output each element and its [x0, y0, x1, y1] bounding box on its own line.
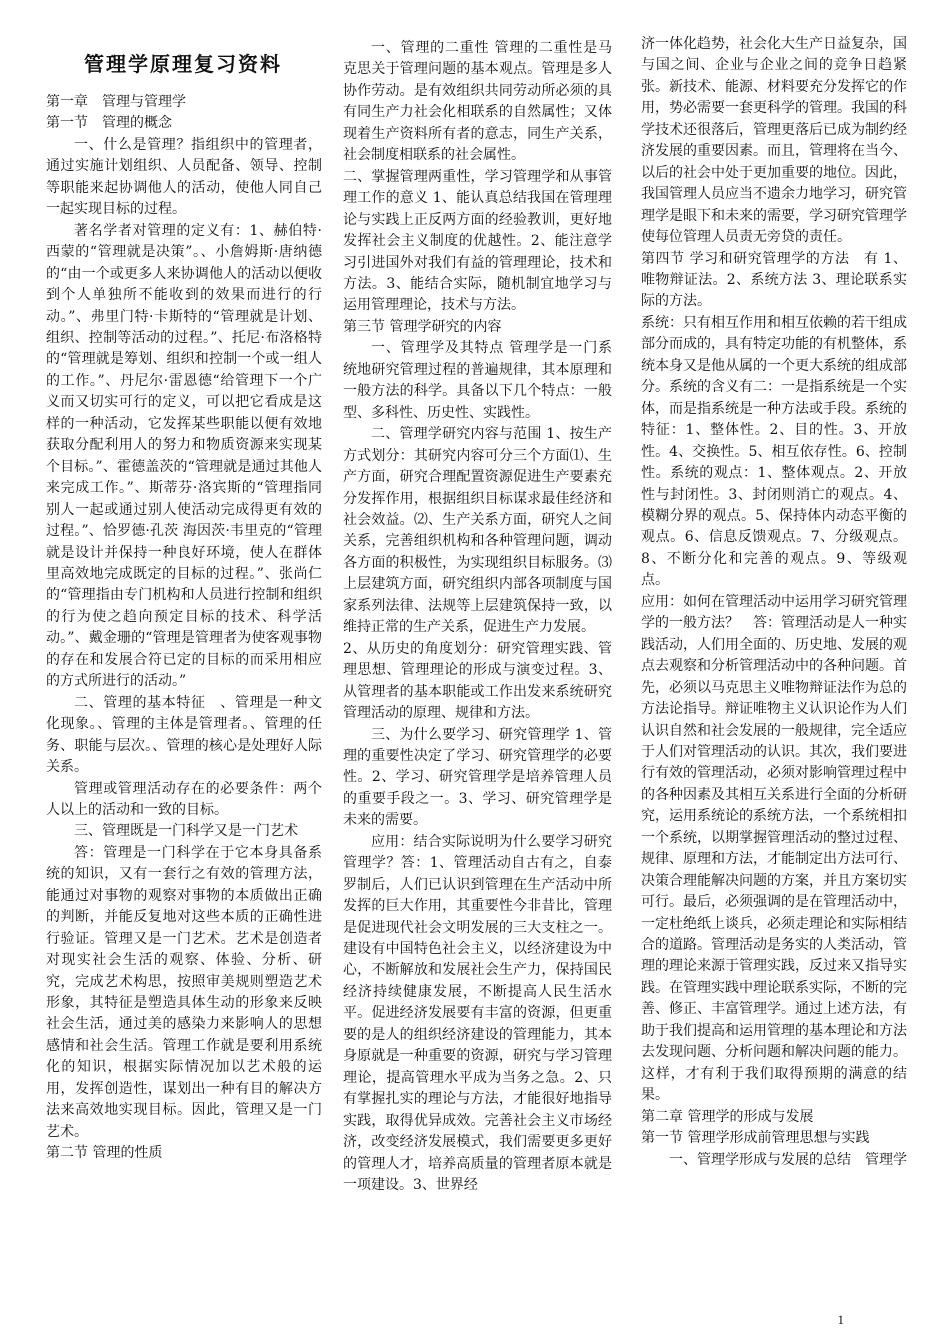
page-number: 1: [837, 1312, 844, 1327]
paragraph: 第四节 学习和研究管理学的方法 有 1、唯物辩证法。2、系统方法 3、理论联系实际的方法。: [641, 250, 907, 310]
document-title: 管理学原理复习资料: [84, 52, 282, 76]
paragraph: 第二章 管理学的形成与发展: [641, 1108, 814, 1125]
paragraph: 三、为什么要学习、研究管理学 1、管理的重要性决定了学习、研究管理学的必要性。2、学习、研究管理学是培养管理人员的重要手段之一。3、学习、研究管理学是未来的需要。: [343, 726, 612, 829]
paragraph: 二、管理的基本特征 、管理是一种文化现象。、管理的主体是管理者。、管理的任务、职能与层次。、管理的核心是处理好人际关系。: [46, 694, 322, 776]
paragraph: 济一体化趋势，社会化大生产日益复杂，国与国之间、企业与企业之间的竞争日趋紧张。新技术、能源、材料要充分发挥它的作用，势必需要一套更科学的管理。我国的科学技术还很落后，管理更落后已成为制约经济发展的重要因素。而且，管理将在当今、以后的社会中处于更加重要的地位。因此，我国管理人员应当不遗余力地学习，研究管理学是眼下和未来的需要，学习研究管理学使每位管理人员责无旁贷的责任。: [641, 36, 907, 246]
paragraph: 第一章 管理与管理学: [46, 94, 186, 110]
column-right: [641, 34, 907, 1171]
paragraph: 著名学者对管理的定义有：1、赫伯特·西蒙的“管理就是决策”。、小詹姆斯·唐纳德的“由一个或更多人来协调他人的活动以便收到个人单独所不能收到的效果而进行的行动。”、弗里门特·卡斯特的“管理就是计划、组织、控制等活动的过程。”、托尼·布洛格特的“管理就是筹划、组织和控制一个或一组人的工作。”、丹尼尔·雷恩德“给管理下一个广义而又切实可行的定义，可以把它看成是这样的一种活动，它发挥某些职能以便有效地获取分配利用人的努力和物质资源来实现某个目标。”、霍德盖茨的“管理就是通过其他人来完成工作。”、斯蒂芬·洛宾斯的“管理指同别人一起或通过别人使活动完成得更有效的过程。”、恰罗德·孔茨 海因茨·韦里克的“管理就是设计并保持一种良好环境，使人在群体里高效地完成既定的目标的过程。”、张尚仁的“管理指由专门机构和人员进行控制和组织的行为使之趋向预定目标的技术、科学活动。”、戴金珊的“管理是管理者为使客观事物的存在和发展合符已定的目标的而采用相应的方式所进行的活动。”: [46, 222, 322, 690]
paragraph: 三、管理既是一门科学又是一门艺术: [74, 823, 298, 840]
left-column-paragraphs: [46, 92, 322, 1165]
paragraph: 二、掌握管理两重性，学习管理学和从事管理工作的意义 1、能认真总结我国在管理理论与实践上正反两方面的经验教训，更好地发挥社会主义制度的优越性。2、能注意学习引进国外对我们有益的管理理论，技术和方法。3、能结合实际，随机制宜地学习与运用管理理论，技术与方法。: [343, 168, 612, 314]
middle-column-paragraphs: [343, 38, 612, 1196]
paragraph: 一、什么是管理？指组织中的管理者，通过实施计划组织、人员配备、领导、控制等职能来起协调他人的活动，使他人同自己一起实现目标的过程。: [46, 136, 322, 218]
column-left: [46, 40, 322, 1165]
paragraph: 2、从历史的角度划分：研究管理实践、管理思想、管理理论的形成与演变过程。3、从管理者的基本职能或工作出发来系统研究管理活动的原理、规律和方法。: [343, 640, 612, 722]
paragraph: 第二节 管理的性质: [46, 1145, 163, 1162]
paragraph: 答：管理是一门科学在于它本身具备系统的知识，又有一套行之有效的管理方法，能通过对事物的观察对事物的本质做出正确的判断，并能反复地对这些本质的正确性进行验证。管理又是一门艺术。艺术是创造者对现实社会生活的观察、体验、分析、研究，完成艺术构思，按照审美规则塑造艺术形象，其特征是塑造具体生动的形象来反映社会生活，通过美的感染力来影响人的思想感情和社会生活。管理工作就是要利用系统化的知识，根据实际情况加以艺术般的运用，发挥创造性，谋划出一种有目的解决方法来高效地实现目标。因此，管理又是一门艺术。: [46, 844, 322, 1140]
paragraph: 第一节 管理的概念: [46, 115, 172, 132]
paragraph: 管理或管理活动存在的必要条件：两个人以上的活动和一致的目标。: [46, 780, 322, 818]
right-column-paragraphs: [641, 34, 907, 1171]
paragraph: 应用：如何在管理活动中运用学习研究管理学的一般方法？ 答：管理活动是人一种实践活动，人们用全面的、历史地、发展的观点去观察和分析管理活动中的各种问题。首先，必须以马克思主义唯物辩证法作为总的方法论指导。辩证唯物主义认识论作为人们认识自然和社会发展的一般规律，完全适应于人们对管理活动的认识。其次，我们要进行有效的管理活动，必须对影响管理过程中的各种因素及其相互关系进行全面的分析研究，运用系统论的系统方法，一个系统相扣一个系统，以期掌握管理活动的整过过程、规律、原理和方法，才能制定出方法可行、决策合理能解决问题的方案，并且方案切实可行。最后，必须强调的是在管理活动中，一定杜绝纸上谈兵，必须走理论和实际相结合的道路。管理活动是务实的人类活动，管理的理论来源于管理实践，反过来又指导实践。在管理实践中理论联系实际，不断的完善、修正、丰富管理学。通过上述方法，有助于我们提高和运用管理的基本理论和方法去发现问题、分析问题和解决问题的能力。这样，才有利于我们取得预期的满意的结果。: [641, 593, 907, 1104]
paragraph: 一、管理学形成与发展的总结 管理学: [669, 1151, 907, 1168]
paragraph: 一、管理的二重性 管理的二重性是马克思关于管理问题的基本观点。管理是多人协作劳动。是有效组织共同劳动所必须的具有同生产力社会化相联系的自然属性；又体现着生产资料所有者的意志，同生产关系，社会制度相联系的社会属性。: [343, 40, 612, 164]
paragraph: 二、管理学研究内容与范围 1、按生产方式划分：其研究内容可分三个方面⑴、生产方面，研究合理配置资源促进生产要素充分发挥作用，根据组织目标谋求最佳经济和社会效益。⑵、生产关系方面，研究人之间关系，完善组织机构和各种管理问题，调动各方面的积极性，为实现组织目标服务。⑶上层建筑方面，研究组织内部各项制度与国家系列法律、法规等上层建筑保持一致，以维持正常的生产关系，促进生产力发展。: [343, 426, 612, 636]
paragraph: 一、管理学及其特点 管理学是一门系统地研究管理过程的普遍规律，其本原理和一般方法的科学。具备以下几个特点：一般型、多科性、历史性、实践性。: [343, 340, 612, 421]
paragraph: 应用：结合实际说明为什么要学习研究管理学？答：1、管理活动自古有之，自泰罗制后，人们已认识到管理在生产活动中所发挥的巨大作用，其重要性今非昔比，管理是促进现代社会文明发展的三大支柱之一。建设有中国特色社会主义，以经济建设为中心，不断解放和发展社会生产力，保持国民经济持续健康发展，不断提高人民生活水平。促进经济发展要有丰富的资源，但更重要的是人的组织经济建设的管理能力，其本身原就是一种重要的资源，研究与学习管理理论，提高管理水平成为当务之急。2、只有掌握扎实的理论与方法，才能很好地指导实践，取得优异成效。完善社会主义市场经济，改变经济发展模式，我们需要更多更好的管理人才，培养高质量的管理者原本就是一项建设。3、世界经: [343, 833, 612, 1194]
paragraph: 第三节 管理学研究的内容: [343, 318, 502, 335]
column-middle: [343, 38, 612, 1196]
paragraph: 系统：只有相互作用和相互依赖的若干组成部分而成的，具有特定功能的有机整体，系统本身又是他从属的一个更大系统的组成部分。系统的含义有二：一是指系统是一个实体，而是指系统是一种方法或手段。系统的特征：1、整体性。2、目的性。3、开放性。4、交换性。5、相互依存性。6、控制性。系统的观点：1、整体观点。2、开放性与封闭性。3、封闭则消亡的观点。4、模糊分界的观点。5、保持体内动态平衡的观点。6、信息反馈观点。7、分级观点。8、不断分化和完善的观点。9、等级观点。: [641, 314, 907, 589]
paragraph: 第一节 管理学形成前管理思想与实践: [641, 1130, 870, 1147]
